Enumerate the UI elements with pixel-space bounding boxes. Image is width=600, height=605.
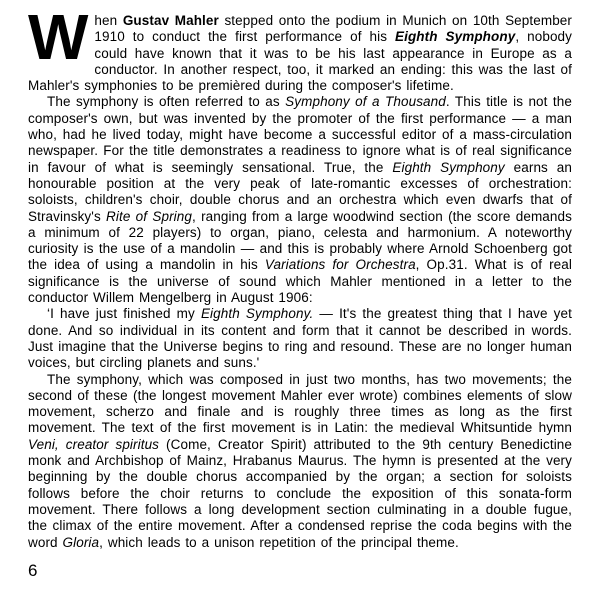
mahler-quote-paragraph (28, 306, 572, 371)
paragraph-text (28, 1, 573, 94)
text-run: , nobody could have known that it was to be his last appearance in Europe as a conductor. In another respect, too, it marked an ending: this was the last of Mahler's symphonies to be premièred during the composer's lifetime. (28, 29, 573, 94)
text-run: Symphony of a Thousand (285, 94, 446, 110)
text-run: Variations for Orchestra (264, 257, 416, 273)
structure-paragraph (28, 372, 572, 551)
paragraph-text (28, 306, 572, 370)
text-run: Gustav Mahler (122, 13, 219, 28)
text-run: , which leads to a unison repetition of the principal theme. (99, 534, 459, 550)
title-origin-paragraph (28, 94, 572, 306)
text-run: earns an honourable position at the very peak of late-romantic excesses of orchestration: soloists, children's choir, double chorus and an orchestra which even dwarfs that of Stravinsky's (28, 159, 573, 224)
paragraph-text (28, 94, 572, 305)
page-number: 6 (28, 561, 38, 580)
paragraph-text (28, 372, 572, 550)
text-run: The symphony, which was composed in just two months, has two movements; the second of these (the longest movement Mahler ever wrote) combines elements of slow movement, scherzo and finale and is roughly three times as long as the first movement. The text of the first movement is in Latin: the medieval Whitsuntide hymn (28, 371, 572, 436)
text-run: Veni, creator spiritus (28, 436, 160, 452)
text-run: Eighth Symphony (394, 29, 516, 45)
text-run: , Op.31. What is of real significance is the universe of sound which Mahler mentioned in a letter to the conductor Willem Mengelberg in August 1906: (28, 257, 572, 306)
text-run: , ranging from a large woodwind section (the score demands a minimum of 22 players) to organ, piano, celesta and harmonium. A noteworthy curiosity is the use of a mandolin — and this is probably where Arnold Schoenberg got the idea of using a mandolin in his (28, 208, 572, 273)
text-run: hen (94, 13, 123, 28)
text-run: Eighth Symphony. (200, 306, 314, 322)
text-run: . This title is not the composer's own, but was invented by the promoter of the first performance — a man who, had he lived today, might have become a successful editor of a mass-circulation newspaper. For the title demonstrates a readiness to ignore what is of real significance in favour of what is seemingly sensational. True, the (28, 94, 572, 175)
text-column (28, 1, 573, 551)
text-run: Gloria (62, 534, 100, 550)
text-run: — It's the greatest thing that I have yet done. And so individual in its content and form that it cannot be described in words. Just imagine that the Universe begins to ring and resound. These are no longer human voices, but circling planets and suns.' (28, 306, 572, 371)
text-run: Eighth Symphony (392, 159, 505, 175)
text-run: (Come, Creator Spirit) attributed to the 9th century Benedictine monk and Archbishop of Mainz, Hrabanus Maurus. The hymn is presented at the very beginning by the double chorus accompanied by the organ; a section for soloists follows before the choir returns to conclude the exposition of this sonata-form movement. There follows a long development section culminating in a double fugue, the climax of the entire movement. After a condensed reprise the coda begins with the word (28, 436, 573, 550)
text-run: stepped onto the podium in Munich on 10th September 1910 to conduct the first performance of his (94, 13, 573, 45)
text-run: The symphony is often referred to as (47, 94, 286, 110)
text-run: Rite of Spring (106, 208, 192, 224)
text-run: ‘I have just finished my (47, 306, 201, 322)
opening-paragraph (28, 1, 573, 94)
drop-cap: W (28, 1, 89, 73)
